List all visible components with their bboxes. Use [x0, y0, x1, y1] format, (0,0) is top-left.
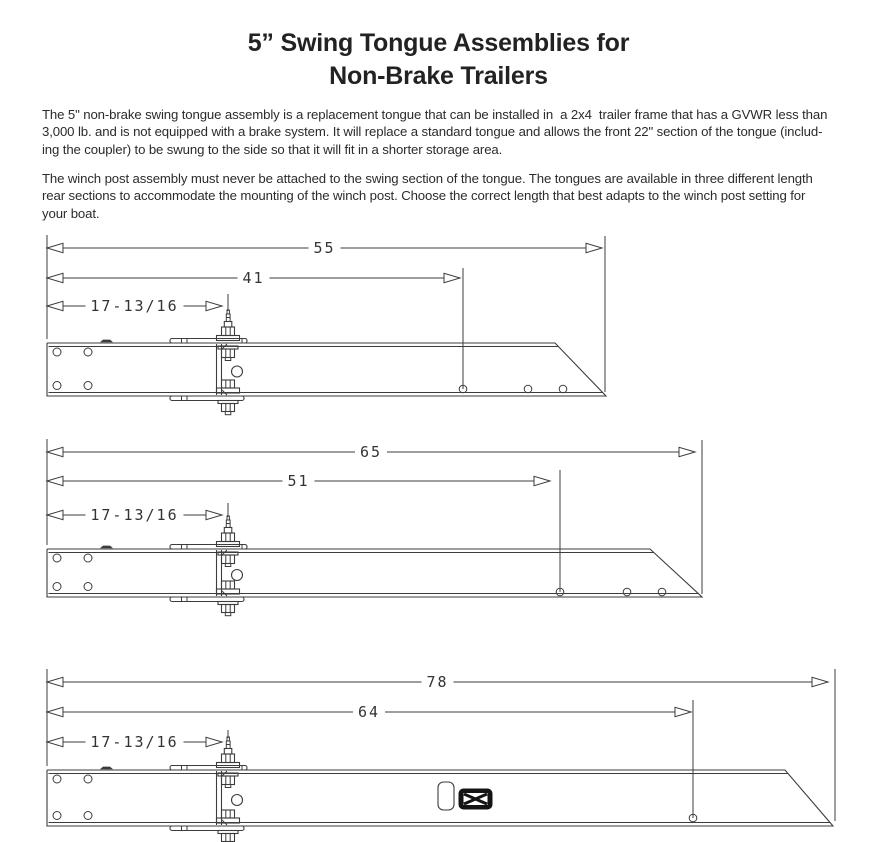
- tongue-bar: [47, 340, 606, 396]
- dimension-arrow-right: [534, 476, 550, 485]
- title-line-2: Non-Brake Trailers: [329, 61, 548, 90]
- swing-tongue-assembly-78: [47, 669, 835, 842]
- dimension-arrow-left: [47, 273, 63, 282]
- mounting-hole: [524, 385, 532, 393]
- dimension-51: [47, 470, 560, 592]
- paragraph-line: The 5" non-brake swing tongue assembly is a replacement tongue that can be installed in a 2x4 trailer frame that has a GVWR less than: [42, 107, 828, 122]
- paragraph-line: The winch post assembly must never be attached to the swing section of the tongue. The tongues are available in three different length: [42, 171, 813, 186]
- dimension-label: 65: [359, 443, 383, 462]
- dimension-arrow-left: [47, 476, 63, 485]
- dimension-label: 17-13/16: [90, 733, 179, 752]
- mounting-hole: [84, 812, 92, 820]
- dimension-64: [47, 700, 693, 818]
- dimension-arrow-right: [586, 243, 602, 252]
- mounting-hole: [84, 583, 92, 591]
- dimension-arrow-right: [444, 273, 460, 282]
- frame-tab: [100, 546, 113, 549]
- dimension-arrow-right: [679, 447, 695, 456]
- dimension-label: 55: [313, 239, 336, 258]
- swing-hinge-assembly: [170, 737, 247, 842]
- pivot-hole: [232, 570, 243, 581]
- dimension-arrow-left: [47, 301, 63, 310]
- paragraph-line: rear sections to accommodate the mounting of the winch post. Choose the correct length that best adapts to the winch post setting for: [42, 188, 806, 204]
- swing-tongue-assembly-65: [47, 439, 702, 616]
- mounting-hole: [53, 812, 61, 820]
- dimension-arrow-left: [47, 243, 63, 252]
- pivot-hole: [232, 795, 243, 806]
- mounting-hole: [53, 554, 61, 562]
- dimension-arrow-left: [47, 677, 63, 686]
- mounting-hole: [84, 554, 92, 562]
- frame-tab: [100, 340, 113, 343]
- dimension-17-13/16: [47, 503, 228, 524]
- tongue-detail-group: [438, 782, 492, 810]
- dimension-arrow-right: [206, 301, 222, 310]
- mounting-hole: [559, 385, 567, 393]
- dimension-17-13/16: [47, 730, 228, 751]
- tongue-bar: [47, 546, 702, 597]
- dimension-label: 17-13/16: [90, 506, 179, 525]
- mounting-hole: [658, 588, 666, 596]
- dimension-label: 51: [287, 472, 310, 491]
- swing-hinge-assembly: [170, 310, 247, 415]
- dimension-label: 64: [357, 703, 381, 722]
- dimension-arrow-right: [675, 707, 691, 716]
- mounting-hole: [53, 583, 61, 591]
- mounting-hole: [53, 348, 61, 356]
- dimension-label: 78: [426, 673, 449, 692]
- dimension-arrow-left: [47, 737, 63, 746]
- mounting-hole: [84, 382, 92, 390]
- paragraph-line: your boat.: [42, 205, 100, 221]
- hinge-bolt-bottom: [217, 380, 240, 415]
- mounting-hole: [84, 775, 92, 783]
- dimension-arrow-right: [206, 510, 222, 519]
- swing-tongue-assembly-55: [47, 235, 606, 415]
- hinge-bolt-top: [217, 310, 240, 361]
- mounting-hole: [623, 588, 631, 596]
- paragraph-line: 3,000 lb. and is not equipped with a brake system. It will replace a standard tongue and allows the front 22" section of the tongue (includ-: [42, 124, 823, 140]
- dimension-41: [47, 268, 463, 389]
- dimension-arrow-left: [47, 707, 63, 716]
- hinge-bolt-bottom: [217, 581, 240, 616]
- dimension-arrow-right: [812, 677, 828, 686]
- swing-hinge-assembly: [170, 516, 247, 616]
- dimension-arrow-left: [47, 447, 63, 456]
- dimension-arrow-left: [47, 510, 63, 519]
- dimension-label: 17-13/16: [90, 297, 179, 316]
- mounting-hole: [84, 348, 92, 356]
- dimension-17-13/16: [47, 294, 228, 315]
- dimension-label: 41: [242, 269, 265, 288]
- hinge-bolt-top: [217, 737, 240, 788]
- tongue-bar: [47, 767, 833, 826]
- mounting-hole: [53, 775, 61, 783]
- mounting-hole: [53, 382, 61, 390]
- tongue-slot: [438, 782, 454, 810]
- paragraph-line: ing the coupler) to be swung to the side so that it will fit in a shorter storage area.: [42, 141, 503, 157]
- pivot-hole: [232, 366, 243, 377]
- frame-tab: [100, 767, 113, 770]
- title-line-1: 5” Swing Tongue Assemblies for: [247, 28, 630, 57]
- hinge-bolt-top: [217, 516, 240, 567]
- dimension-arrow-right: [206, 737, 222, 746]
